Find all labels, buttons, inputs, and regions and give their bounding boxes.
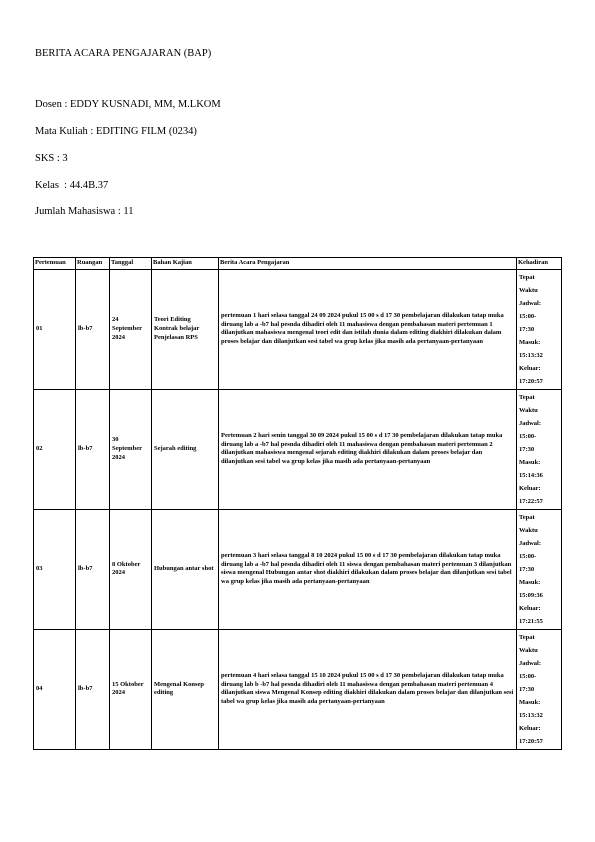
ket-line: Keluar: [519,484,541,492]
ket-line: Keluar: [519,604,541,612]
pertemuan-cell: 03 [34,509,76,629]
ket-line: Waktu [519,406,538,414]
bahan-kajian-cell: Hubungan antar shot [152,509,219,629]
ruangan-cell: lb-b7 [76,269,110,389]
bahan-kajian-cell: Mengenal Konsep editing [152,629,219,749]
tanggal-cell: 24 September 2024 [110,269,152,389]
ket-line: 17:30 [519,685,535,693]
ket-line: Jadwal: [519,419,542,427]
kelas-line: Kelas : 44.4B.37 [35,180,109,191]
table-row [34,269,562,389]
jumlah-mahasiswa-line: Jumlah Mahasiswa : 11 [35,206,134,217]
dosen-line: Dosen : EDDY KUSNADI, MM, M.LKOM [35,99,221,110]
pertemuan-cell: 01 [34,269,76,389]
table-row [34,389,562,509]
ket-line: 15:00- [519,312,537,320]
ket-line: Tepat [519,633,535,641]
table-header-row [34,258,562,270]
col-ruangan: Ruangan [76,258,110,270]
bahan-kajian-cell: Teori Editing Kontrak belajar Penjelasan RPS [152,269,219,389]
ket-line: Waktu [519,526,538,534]
ket-line: 15:00- [519,432,537,440]
col-bahan-kajian: Bahan Kajian [152,258,219,270]
bap-table [33,257,562,750]
ket-line: 17:21:55 [519,617,543,625]
ket-line: Keluar: [519,724,541,732]
col-tanggal: Tanggal [110,258,152,270]
kehadiran-cell [517,629,562,749]
kehadiran-cell [517,389,562,509]
ket-line: Waktu [519,646,538,654]
ruangan-cell: lb-b7 [76,389,110,509]
col-berita-acara: Berita Acara Pengajaran [219,258,517,270]
ket-line: Jadwal: [519,299,542,307]
ket-line: Waktu [519,286,538,294]
table-row [34,509,562,629]
berita-acara-cell: pertemuan 4 hari selasa tanggal 15 10 2024 pukul 15 00 s d 17 30 pembelajaran dilakukan tatap muka diruang lab b -b7 hal pesnda dihadiri oleh 11 mahasiswa dengan pembahasan materi pertemuan 4 dilanjutkan siswa Mengenal Konsep editing diakhiri dilakukan dalam proses belajar dan dilanjutkan sesi tabel wa grup kelas jika masih ada pertanyaan-pertanyaan [219,629,517,749]
ket-line: 15:09:36 [519,591,543,599]
ket-line: 15:13:32 [519,351,543,359]
ket-line: 17:20:57 [519,737,543,745]
ruangan-cell: lb-b7 [76,509,110,629]
ket-line: Keluar: [519,364,541,372]
berita-acara-cell: pertemuan 1 hari selasa tanggal 24 09 2024 pukul 15 00 s d 17 30 pembelajaran dilakukan tatap muka diruang lab a -b7 hal pesnda dihadiri oleh 11 mahasiswa dengan pembahasan materi pertemuan 1 dilanjutkan mahasiswa mengenal teori edit dan istilah dunia dalam editing diakhiri dilakukan dalam proses belajar dan dilanjutkan sesi tabel wa grup kelas jika masih ada pertanyaan-pertanyaan [219,269,517,389]
tanggal-cell: 30 September 2024 [110,389,152,509]
ket-line: Jadwal: [519,539,542,547]
tanggal-cell: 8 Oktober 2024 [110,509,152,629]
bahan-kajian-cell: Sejarah editing [152,389,219,509]
ket-line: 17:22:57 [519,497,543,505]
ket-line: 15:00- [519,672,537,680]
ket-line: Tepat [519,273,535,281]
ket-line: 17:30 [519,445,535,453]
ket-line: 15:14:36 [519,471,543,479]
table-row [34,629,562,749]
ket-line: 15:13:32 [519,711,543,719]
ket-line: Masuk: [519,698,541,706]
tanggal-cell: 15 Oktober 2024 [110,629,152,749]
ket-line: 17:30 [519,565,535,573]
berita-acara-cell: pertemuan 3 hari selasa tanggal 8 10 2024 pukul 15 00 s d 17 30 pembelajaran dilakukan tatap muka diruang lab a -b7 hal pesnda dihadiri oleh 11 siswa dengan pembahasan materi pertemuan 3 dilanjutkan siswa mengenal Hubungan antar shot diakhiri dilakukan dalam proses belajar dan dilanjutkan sesi tabel wa grup kelas jika masih ada pertanyaan-pertanyaan [219,509,517,629]
berita-acara-cell: Pertemuan 2 hari senin tanggal 30 09 2024 pukul 15 00 s d 17 30 pembelajaran dilakukan tatap muka diruang lab a -b7 hal pesnda dihadiri oleh 11 mahasiswa dengan pembahasan materi pertemuan 2 dilanjutkan mahasiswa mengenal sejarah editing diakhiri dilakukan dalam proses belajar dan dilanjutkan sesi tabel wa grup kelas jika masih ada pertanyaan-pertanyaan [219,389,517,509]
ket-line: Jadwal: [519,659,542,667]
ket-line: Masuk: [519,458,541,466]
pertemuan-cell: 02 [34,389,76,509]
kehadiran-cell [517,509,562,629]
ket-line: 15:00- [519,552,537,560]
kehadiran-cell [517,269,562,389]
ruangan-cell: lb-b7 [76,629,110,749]
document-title: BERITA ACARA PENGAJARAN (BAP) [35,48,212,59]
ket-line: 17:30 [519,325,535,333]
col-pertemuan: Pertemuan [34,258,76,270]
sks-line: SKS : 3 [35,153,68,164]
ket-line: Tepat [519,513,535,521]
ket-line: Masuk: [519,338,541,346]
ket-line: 17:20:57 [519,377,543,385]
ket-line: Masuk: [519,578,541,586]
mata-kuliah-line: Mata Kuliah : EDITING FILM (0234) [35,126,197,137]
col-kehadiran: Kehadiran [517,258,562,270]
ket-line: Tepat [519,393,535,401]
pertemuan-cell: 04 [34,629,76,749]
